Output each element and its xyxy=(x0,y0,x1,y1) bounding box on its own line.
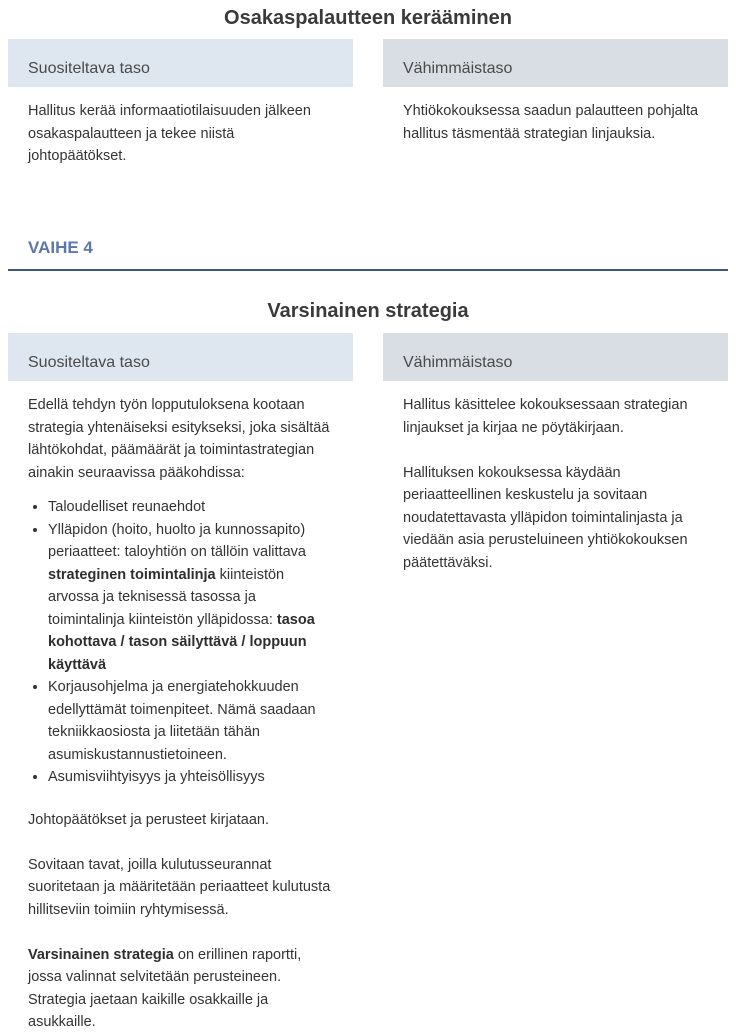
recommended-level-text: Hallitus kerää informaatiotilaisuuden jälkeen osakaspalautteen ja tekee niistä johtopäätökset. xyxy=(28,103,311,164)
list-item: • Taloudelliset reunaehdot xyxy=(48,496,335,519)
phase-divider xyxy=(8,269,728,271)
recommended-column-feedback xyxy=(8,39,353,168)
minimum-column-strategy xyxy=(383,333,728,574)
list-item-text: Ylläpidon (hoito, huolto ja kunnossapito) periaatteet: taloyhtiön on tällöin valittava xyxy=(48,521,306,560)
minimum-paragraph-1: Hallitus käsittelee kokouksessaan strategian linjaukset ja kirjaa ne pöytäkirjaan. xyxy=(403,397,688,436)
list-item-emphasis: tasoa kohottava / tason säilyttävä / loppuun käyttävä xyxy=(48,611,315,673)
phase-heading: VAIHE 4 xyxy=(28,238,93,257)
list-item-emphasis: strateginen toimintalinja xyxy=(48,566,216,583)
report-paragraph-emphasis: Varsinainen strategia xyxy=(28,946,174,963)
list-item: • Asumisviihtyisyys ja yhteisöllisyys xyxy=(48,766,335,789)
recommended-level-body xyxy=(8,381,353,1034)
section-title-feedback: Osakaspalautteen kerääminen xyxy=(224,7,512,29)
list-item: • Korjausohjelma ja energiatehokkuuden edellyttämät toimenpiteet. Nämä saadaan tekniikkaosiosta ja liitetään tähän asumiskustannustietoineen. xyxy=(48,676,335,766)
list-item xyxy=(48,519,335,677)
minimum-level-text: Yhtiökokouksessa saadun palautteen pohjalta hallitus täsmentää strategian linjauksia. xyxy=(403,103,699,142)
minimum-level-body xyxy=(383,381,728,574)
minimum-paragraph-2: Hallituksen kokouksessa käydään periaatteellinen keskustelu ja sovitaan noudatettavasta ylläpidon toimintalinjasta ja viedään asia perusteluineen yhtiökokouksen päätettäväksi. xyxy=(403,464,688,571)
conclusions-paragraph: Johtopäätökset ja perusteet kirjataan. xyxy=(28,811,270,828)
minimum-level-header: Vähimmäistaso xyxy=(383,333,728,381)
recommended-level-body xyxy=(8,87,353,168)
recommended-column-strategy xyxy=(8,333,353,1034)
recommended-level-header: Suositeltava taso xyxy=(8,39,353,87)
recommended-level-header: Suositeltava taso xyxy=(8,333,353,381)
report-paragraph xyxy=(28,944,335,1034)
minimum-column-feedback xyxy=(383,39,728,145)
monitoring-paragraph: Sovitaan tavat, joilla kulutusseurannat suoritetaan ja määritetään periaatteet kulutusta hillitseviin toimiin ryhtymisessä. xyxy=(28,856,331,918)
section-title-strategy: Varsinainen strategia xyxy=(267,300,469,322)
strategy-intro-paragraph: Edellä tehdyn työn lopputuloksena kootaan strategia yhtenäiseksi esitykseksi, joka sisältää lähtökohdat, päämäärät ja toimintastrategian ainakin seuraavissa pääkohdissa: xyxy=(28,397,330,481)
minimum-level-body xyxy=(383,87,728,145)
minimum-level-header: Vähimmäistaso xyxy=(383,39,728,87)
report-paragraph-text: on erillinen raportti, jossa valinnat selvitetään perusteineen. Strategia jaetaan kaikille osakkaille ja asukkaille. xyxy=(28,946,302,1030)
strategy-points-list xyxy=(28,496,335,789)
list-item-text: kiinteistön arvossa ja teknisessä tasossa ja toimintalinja kiinteistön ylläpidossa: xyxy=(48,566,285,628)
